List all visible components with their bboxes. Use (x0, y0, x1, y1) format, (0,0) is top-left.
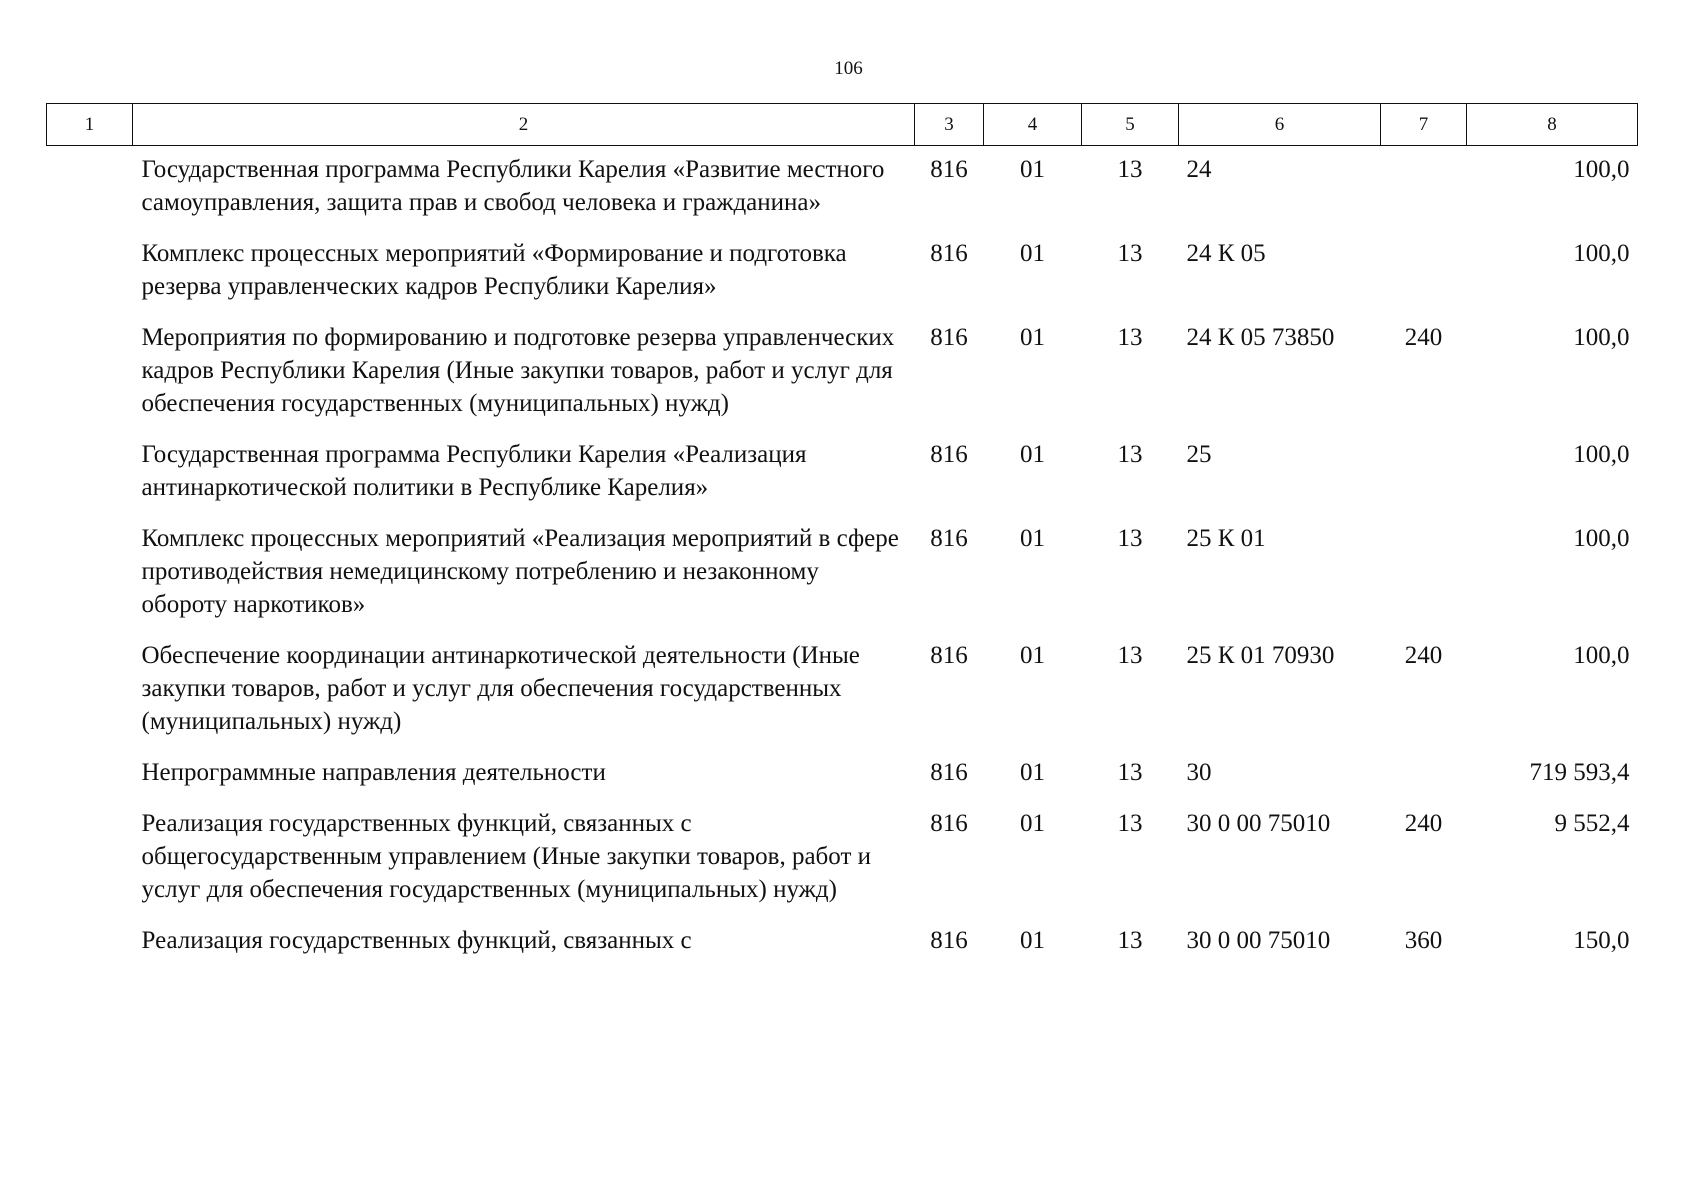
table-body (47, 146, 1638, 969)
cell-amount: 100,0 (1573, 642, 1630, 669)
table-header (47, 104, 1638, 146)
cell-col-4: 01 (1020, 642, 1045, 669)
table-row (47, 146, 1638, 231)
cell-col-6: 24 (1186, 156, 1212, 183)
cell-col-7 (1381, 431, 1467, 515)
cell-item-name: Государственная программа Республики Карелия «Реализация антинаркотической политики в Республике Карелия» (141, 441, 807, 501)
column-header-4: 4 (984, 104, 1082, 146)
cell-col-3: 816 (930, 525, 968, 552)
column-header-5: 5 (1082, 104, 1179, 146)
column-header-7: 7 (1381, 104, 1467, 146)
cell-col-4: 01 (1020, 525, 1045, 552)
cell-col-4: 01 (1020, 240, 1045, 267)
column-header-2: 2 (133, 104, 915, 146)
cell-col-3: 816 (930, 759, 968, 786)
cell-col-6: 25 К 01 (1186, 525, 1266, 552)
cell-item-name: Реализация государственных функций, связанных с (141, 927, 692, 954)
cell-col-6: 30 0 00 75010 (1186, 810, 1331, 837)
cell-col-1 (47, 632, 133, 749)
cell-amount: 150,0 (1573, 927, 1630, 954)
table-row (47, 632, 1638, 749)
cell-col-1 (47, 314, 133, 431)
cell-col-3: 816 (930, 810, 968, 837)
cell-col-5: 13 (1117, 810, 1143, 837)
table-row (47, 431, 1638, 515)
cell-col-5: 13 (1117, 240, 1143, 267)
cell-col-1 (47, 146, 133, 231)
table-row (47, 917, 1638, 968)
table-row (47, 749, 1638, 800)
cell-amount: 100,0 (1573, 525, 1630, 552)
cell-col-3: 816 (930, 156, 968, 183)
table-row (47, 515, 1638, 632)
cell-col-6: 25 К 01 70930 (1186, 642, 1335, 669)
cell-col-5: 13 (1117, 759, 1143, 786)
cell-col-5: 13 (1117, 156, 1143, 183)
column-header-3: 3 (915, 104, 984, 146)
cell-col-6: 24 К 05 (1186, 240, 1266, 267)
table-row (47, 800, 1638, 917)
cell-col-4: 01 (1020, 324, 1045, 351)
cell-col-7: 360 (1404, 927, 1443, 954)
cell-col-5: 13 (1117, 642, 1143, 669)
column-header-6: 6 (1179, 104, 1381, 146)
header-row (47, 104, 1638, 146)
cell-col-7 (1381, 515, 1467, 632)
cell-col-6: 25 (1186, 441, 1212, 468)
cell-col-5: 13 (1117, 525, 1143, 552)
cell-col-1 (47, 917, 133, 968)
cell-item-name: Комплекс процессных мероприятий «Реализация мероприятий в сфере противодействия немедицинскому потреблению и незаконному обороту наркотиков» (141, 525, 899, 618)
cell-col-1 (47, 515, 133, 632)
cell-col-7 (1381, 230, 1467, 314)
cell-col-7 (1381, 749, 1467, 800)
cell-col-1 (47, 431, 133, 515)
cell-item-name: Комплекс процессных мероприятий «Формирование и подготовка резерва управленческих кадров Республики Карелия» (141, 240, 847, 300)
cell-amount: 100,0 (1573, 240, 1630, 267)
cell-col-3: 816 (930, 642, 968, 669)
cell-amount: 9 552,4 (1554, 810, 1630, 837)
cell-item-name: Государственная программа Республики Карелия «Развитие местного самоуправления, защита прав и свобод человека и гражданина» (141, 156, 885, 216)
cell-col-6: 30 (1186, 759, 1212, 786)
column-header-1: 1 (47, 104, 133, 146)
cell-item-name: Обеспечение координации антинаркотической деятельности (Иные закупки товаров, работ и услуг для обеспечения государственных (муниципальных) нужд) (141, 642, 860, 735)
cell-col-3: 816 (930, 441, 968, 468)
cell-col-5: 13 (1117, 927, 1143, 954)
column-header-8: 8 (1467, 104, 1638, 146)
cell-amount: 100,0 (1573, 156, 1630, 183)
cell-col-3: 816 (930, 324, 968, 351)
cell-col-4: 01 (1020, 156, 1045, 183)
cell-col-1 (47, 800, 133, 917)
cell-col-4: 01 (1020, 441, 1045, 468)
table-row (47, 314, 1638, 431)
cell-col-7: 240 (1404, 642, 1443, 669)
cell-item-name: Непрограммные направления деятельности (141, 759, 606, 786)
budget-table (46, 103, 1638, 968)
cell-col-1 (47, 749, 133, 800)
cell-col-7: 240 (1404, 810, 1443, 837)
cell-col-7: 240 (1404, 324, 1443, 351)
cell-col-6: 24 К 05 73850 (1186, 324, 1335, 351)
cell-col-4: 01 (1020, 759, 1045, 786)
cell-col-6: 30 0 00 75010 (1186, 927, 1331, 954)
cell-col-3: 816 (930, 240, 968, 267)
cell-col-5: 13 (1117, 441, 1143, 468)
cell-item-name: Мероприятия по формированию и подготовке резерва управленческих кадров Республики Карелия (Иные закупки товаров, работ и услуг для обеспечения государственных (муниципальных) нужд) (141, 324, 895, 417)
cell-col-5: 13 (1117, 324, 1143, 351)
table-row (47, 230, 1638, 314)
cell-col-7 (1381, 146, 1467, 231)
page-number: 106 (834, 58, 863, 79)
cell-item-name: Реализация государственных функций, связанных с общегосударственным управлением (Иные закупки товаров, работ и услуг для обеспечения государственных (муниципальных) нужд) (141, 810, 872, 903)
cell-amount: 100,0 (1573, 324, 1630, 351)
cell-col-4: 01 (1020, 810, 1045, 837)
cell-col-3: 816 (930, 927, 968, 954)
cell-col-1 (47, 230, 133, 314)
cell-amount: 719 593,4 (1529, 759, 1630, 786)
cell-col-4: 01 (1020, 927, 1045, 954)
cell-amount: 100,0 (1573, 441, 1630, 468)
